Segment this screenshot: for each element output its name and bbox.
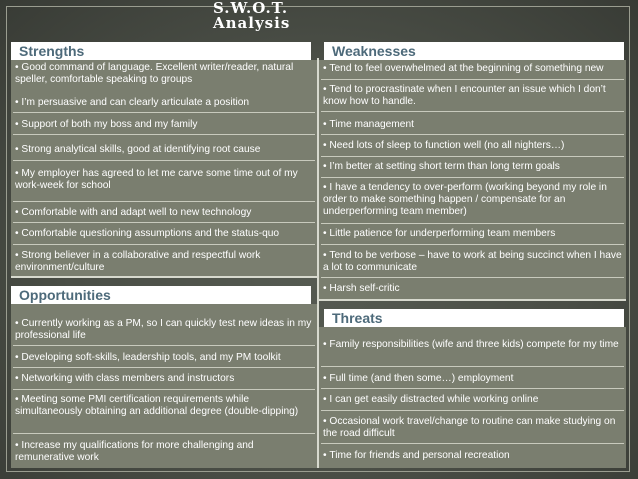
opportunities-panel [11,304,317,468]
weakness-item: • Harsh self-critic [319,283,626,295]
divider [321,443,624,444]
weakness-item: • Tend to feel overwhelmed at the beginning of something new [319,63,626,75]
threats-heading: Threats [324,309,624,327]
horizontal-divider-left [11,276,317,278]
opportunity-item: • Networking with class members and instructors [11,373,317,385]
weakness-item: • I have a tendency to over-perform (working beyond my role in order to make something happen / compensate for an underperforming team member) [319,182,626,218]
strengths-heading: Strengths [11,42,311,60]
divider [13,201,315,202]
strengths-panel [11,60,317,276]
divider [321,388,624,389]
strength-item: • Strong analytical skills, good at identifying root cause [11,144,317,156]
divider [13,244,315,245]
divider [321,111,624,112]
divider [13,389,315,390]
strength-item: • Support of both my boss and my family [11,119,317,131]
divider [13,112,315,113]
weaknesses-heading: Weaknesses [324,42,624,60]
divider [13,433,315,434]
divider [13,134,315,135]
weakness-item: • Need lots of sleep to function well (no all nighters…) [319,140,626,152]
divider [321,223,624,224]
strength-item: • Good command of language. Excellent writer/reader, natural speller, comfortable speaking to groups [11,62,317,86]
strength-item: • Comfortable with and adapt well to new technology [11,207,317,219]
weakness-item: • Tend to procrastinate when I encounter an issue which I don’t know how to handle. [319,84,626,108]
divider [321,134,624,135]
weakness-item: • I’m better at setting short term than long term goals [319,161,626,173]
threat-item: • Full time (and then some…) employment [319,373,626,385]
divider [321,244,624,245]
opportunity-item: • Increase my qualifications for more challenging and remunerative work [11,440,317,464]
strength-item: • Comfortable questioning assumptions and the status-quo [11,228,317,240]
opportunity-item: • Developing soft-skills, leadership tools, and my PM toolkit [11,352,317,364]
divider [13,367,315,368]
divider [321,156,624,157]
threat-item: • Family responsibilities (wife and three kids) compete for my time [319,339,626,351]
threat-item: • Occasional work travel/change to routine can make studying on the road difficult [319,416,626,440]
divider [321,366,624,367]
horizontal-divider-right [319,299,626,301]
vertical-divider [317,58,319,468]
strength-item: • I’m persuasive and can clearly articulate a position [11,97,317,109]
divider [321,177,624,178]
divider [13,345,315,346]
divider [321,410,624,411]
threats-panel [319,327,626,468]
divider [321,277,624,278]
slide-title: S.W.O.T. Analysis [213,0,291,32]
divider [13,160,315,161]
weakness-item: • Time management [319,119,626,131]
divider [13,222,315,223]
strength-item: • My employer has agreed to let me carve some time out of my work-week for school [11,168,317,192]
opportunity-item: • Meeting some PMI certification requirements while simultaneously obtaining an additional degree (double-dipping) [11,394,317,418]
weaknesses-panel [319,60,626,299]
strength-item: • Strong believer in a collaborative and respectful work environment/culture [11,250,317,274]
opportunity-item: • Currently working as a PM, so I can quickly test new ideas in my professional life [11,318,317,342]
threat-item: • Time for friends and personal recreation [319,450,626,462]
opportunities-heading: Opportunities [11,286,311,304]
divider [321,79,624,80]
weakness-item: • Tend to be verbose – have to work at being succinct when I have a lot to communicate [319,250,626,274]
weakness-item: • Little patience for underperforming team members [319,228,626,240]
threat-item: • I can get easily distracted while working online [319,394,626,406]
